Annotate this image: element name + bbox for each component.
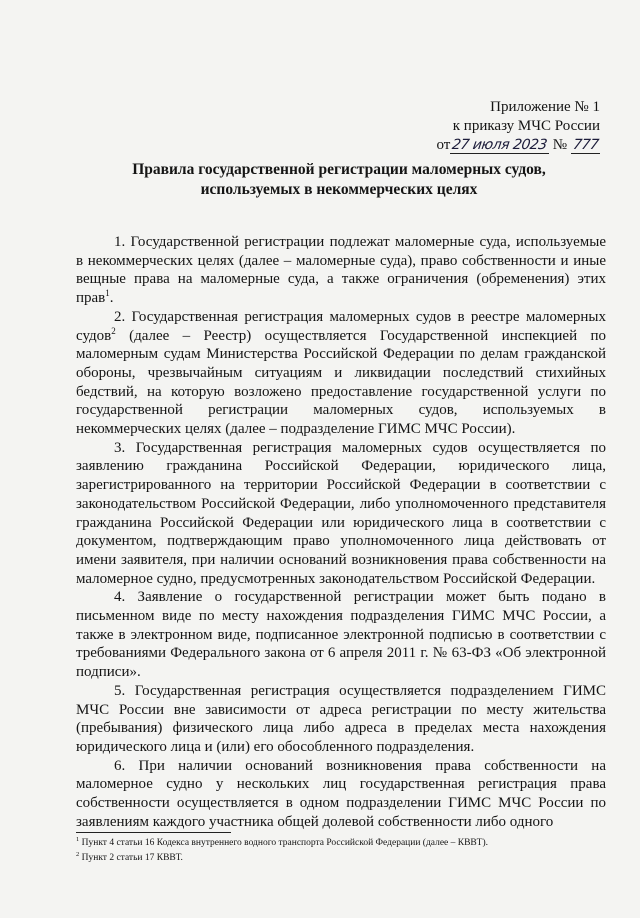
title-line-2: используемых в некоммерческих целях [200,181,478,198]
footnote-ref-1: 1 [105,288,110,299]
appendix-number: Приложение № 1 [490,99,600,115]
footnote-ref-2: 2 [111,325,116,336]
document-title [70,160,608,200]
footnote-divider [76,832,231,833]
paragraph-1: 1. Государственной регистрации подлежат маломерные суда, используемые в некоммерческих целях (далее – маломерные суда), право собственности и иные вещные права на маломерные суда, а также ограничения (обременения) этих прав$^1$. [76,234,606,307]
paragraph-2: 2. Государственная регистрация маломерных судов в реестре маломерных судов$^2$ (далее – Реестр) осуществляется Государственной инспекцией по маломерным судам Министерства Российской Федерации по делам гражданской обороны, чрезвычайным ситуациям и ликвидации последствий стихийных бедствий, на которую возложено предоставление государственной услуги по государственной регистрации маломерных судов, используемых в некоммерческих целях (далее – подразделение ГИМС МЧС России). [76,308,606,438]
order-date-number [420,136,600,155]
handwritten-date: 27 июля 2023 [451,137,549,153]
date-prefix: от [436,137,451,153]
paragraph-3: 3. Государственная регистрация маломерных судов осуществляется по заявлению гражданина Российской Федерации, юридического лица, зарегистрированного на территории Российской Федерации в соответствии с законодательством Российской Федерации, либо уполномоченного представителя гражданина Российской Федерации или юридического лица в соответствии с документом, подтверждающим право уполномоченного лица действовать от имени заявителя, при наличии оснований возникновения права собственности на маломерное судно, предусмотренных законодательством Российской Федерации. [76,439,606,587]
paragraph-6: 6. При наличии оснований возникновения права собственности на маломерное судно у нескольких лиц государственная регистрация права собственности осуществляется в одном подразделении ГИМС МЧС России по заявлениям каждого участника общей долевой собственности либо одного [76,757,606,830]
number-prefix: № [552,137,568,153]
footnote-2: $^2$ Пункт 2 статьи 17 КВВТ. [76,850,183,863]
paragraph-5: 5. Государственная регистрация осуществляется подразделением ГИМС МЧС России вне зависимости от адреса регистрации по месту жительства (пребывания) физического лица либо адреса в пределах места нахождения юридического лица и (или) его обособленного подразделения. [76,682,606,755]
appendix-header [420,98,600,155]
title-line-1: Правила государственной регистрации маломерных судов, [132,161,546,178]
paragraph-4: 4. Заявление о государственной регистрации может быть подано в письменном виде по месту нахождения подразделения ГИМС МЧС России, а также в электронном виде, подписанное электронной подписью в соответствии с требованиями Федерального закона от 6 апреля 2011 г. № 63-ФЗ «Об электронной подписи». [76,589,606,681]
footnote-1: $^1$ Пункт 4 статьи 16 Кодекса внутреннего водного транспорта Российской Федерации (далее – КВВТ). [76,835,488,848]
order-reference: к приказу МЧС России [452,118,600,134]
handwritten-number: 777 [571,137,600,153]
footnotes [76,836,606,866]
document-body [76,233,606,832]
